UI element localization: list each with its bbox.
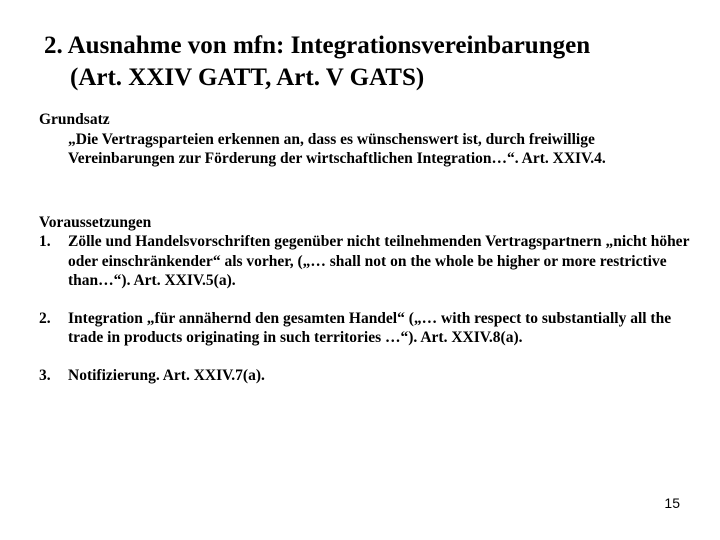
requirement-text: Zölle und Handelsvorschriften gegenüber nicht teilnehmenden Vertragspartnern „nicht höher oder einschränkender“ als vorher, („… shall not on the whole be higher or more restrictive than…“). Art. XXIV.5(a). — [68, 233, 690, 289]
grundsatz-quote: „Die Vertragsparteien erkennen an, dass es wünschenswert ist, durch freiwillige Vereinbarungen zur Förderung der wirtschaftlichen Integration…“. Art. XXIV.4. — [68, 130, 606, 167]
voraussetzungen-heading: Voraussetzungen — [39, 213, 152, 231]
slide-title-line-2: (Art. XXIV GATT, Art. V GATS) — [70, 64, 425, 91]
slide-title — [44, 30, 704, 94]
requirement-number: 1. — [39, 233, 51, 250]
page-number: 15 — [664, 495, 680, 511]
grundsatz-heading: Grundsatz — [39, 111, 110, 128]
requirement-text: Integration „für annähernd den gesamten Handel“ („… with respect to substantially all the trade in products originating in such territories …“). Art. XXIV.8(a). — [68, 309, 672, 346]
requirement-item-2 — [39, 309, 699, 348]
slide-body — [39, 110, 699, 385]
requirement-text: Notifizierung. Art. XXIV.7(a). — [68, 366, 265, 384]
requirement-item-1 — [39, 232, 699, 291]
requirement-item-3 — [39, 366, 699, 386]
requirement-number: 3. — [39, 366, 51, 384]
requirement-number: 2. — [39, 309, 51, 327]
slide-title-line-1: 2. Ausnahme von mfn: Integrationsvereinbarungen — [44, 32, 591, 59]
